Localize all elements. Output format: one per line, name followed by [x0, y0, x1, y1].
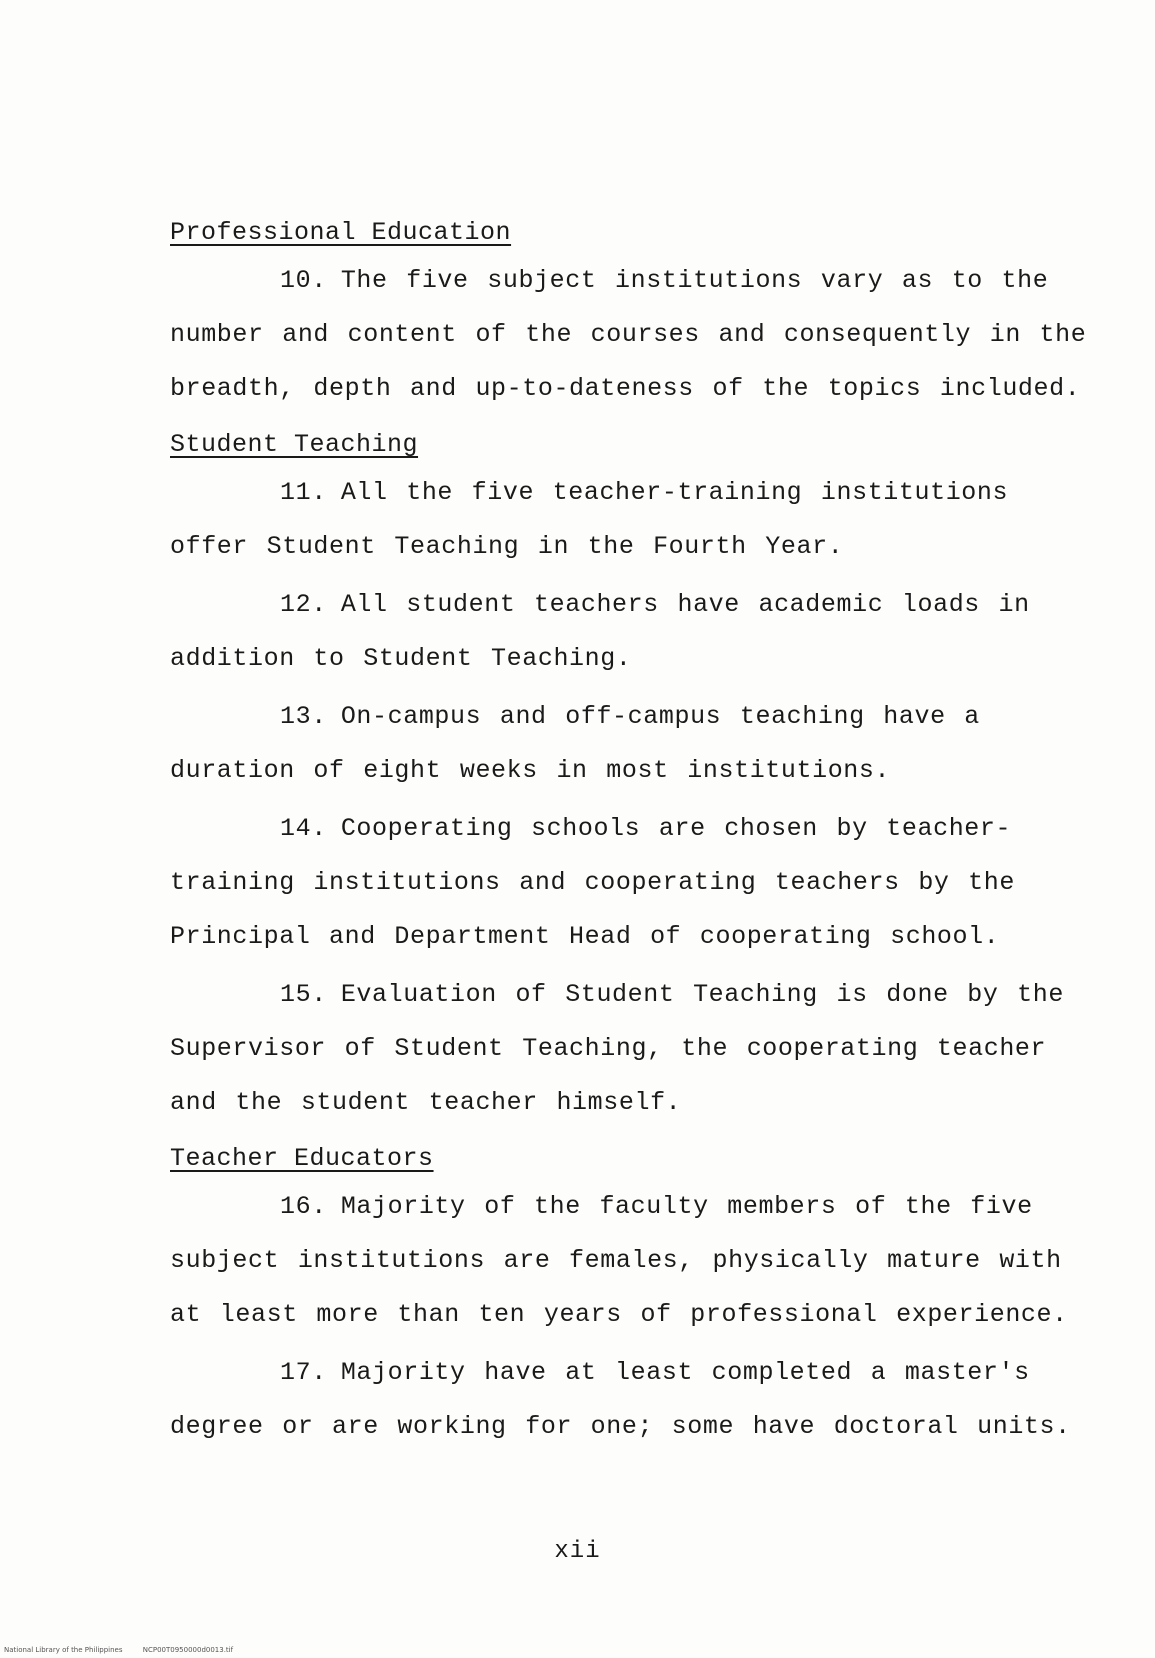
item-text: Majority of the faculty members of the five subject institutions are females, physically mature with at least more than ten years of professional experience.	[170, 1192, 1068, 1329]
section-professional-education	[170, 218, 1100, 416]
item-text: Majority have at least completed a master's degree or are working for one; some have doctoral units.	[170, 1358, 1071, 1441]
item-number: 10.	[280, 266, 327, 295]
item-text: The five subject institutions vary as to the number and content of the courses and consequently in the breadth, depth and up-to-dateness of the topics included.	[170, 266, 1087, 403]
numbered-item	[170, 802, 1100, 964]
item-number: 13.	[280, 702, 327, 731]
item-number: 12.	[280, 590, 327, 619]
numbered-item	[170, 690, 1100, 798]
section-heading: Professional Education	[170, 218, 512, 247]
section-heading: Teacher Educators	[170, 1144, 434, 1173]
item-number: 11.	[280, 478, 327, 507]
item-number: 17.	[280, 1358, 327, 1387]
item-text: Evaluation of Student Teaching is done by the Supervisor of Student Teaching, the cooperating teacher and the student teacher himself.	[170, 980, 1064, 1117]
numbered-item	[170, 1180, 1100, 1342]
archive-library: National Library of the Philippines	[4, 1646, 123, 1654]
section-heading: Student Teaching	[170, 430, 419, 459]
document-body	[170, 218, 1100, 1468]
section-teacher-educators	[170, 1144, 1100, 1454]
item-number: 14.	[280, 814, 327, 843]
item-number: 16.	[280, 1192, 327, 1221]
numbered-item	[170, 1346, 1100, 1454]
item-text: On-campus and off-campus teaching have a duration of eight weeks in most institutions.	[170, 702, 980, 785]
item-text: All the five teacher-training institutions offer Student Teaching in the Fourth Year.	[170, 478, 1009, 561]
numbered-item	[170, 466, 1100, 574]
item-number: 15.	[280, 980, 327, 1009]
numbered-item	[170, 578, 1100, 686]
section-student-teaching	[170, 430, 1100, 1130]
archive-file: NCP00T0950000d0013.tif	[142, 1646, 234, 1654]
numbered-item	[170, 254, 1100, 416]
archive-credit	[4, 1646, 251, 1654]
page-number: xii	[554, 1538, 601, 1565]
item-text: All student teachers have academic loads in addition to Student Teaching.	[170, 590, 1030, 673]
item-text: Cooperating schools are chosen by teacher-training institutions and cooperating teachers by the Principal and Department Head of cooperating school.	[170, 814, 1015, 951]
numbered-item	[170, 968, 1100, 1130]
